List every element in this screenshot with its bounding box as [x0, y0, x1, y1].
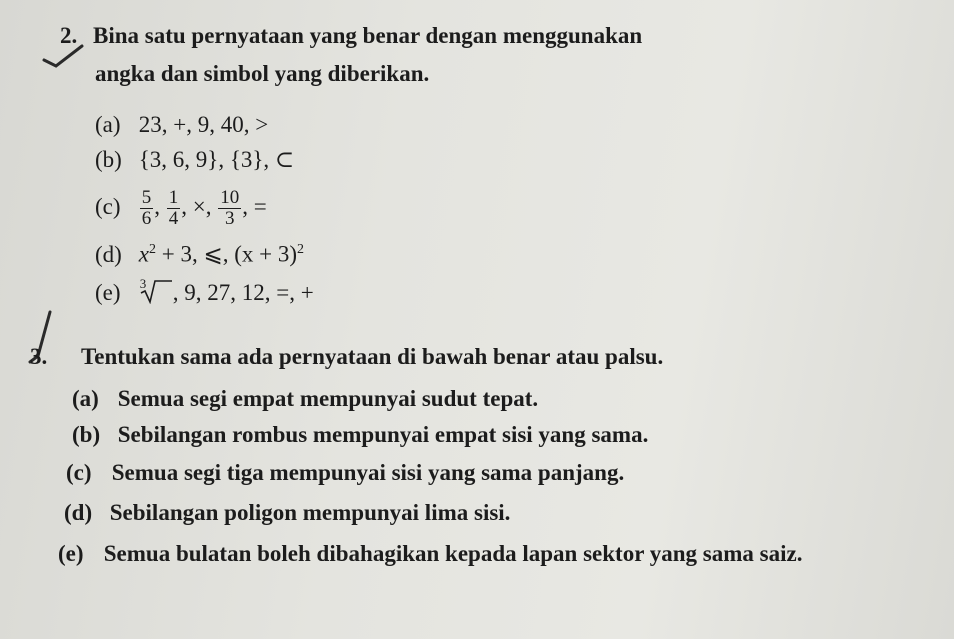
- question-2-stem: Bina satu pernyataan yang benar dengan menggunakan: [93, 23, 643, 48]
- item-tail: , =: [242, 193, 267, 219]
- q2-item-b: [95, 146, 294, 174]
- item-tail: , 9, 27, 12, =, +: [172, 280, 314, 305]
- question-3-number: 3.: [30, 344, 48, 369]
- item-text: Semua segi tiga mempunyai sisi yang sama panjang.: [111, 460, 625, 485]
- question-3-line: [30, 343, 663, 371]
- item-label: (b): [95, 147, 122, 172]
- item-text: Semua segi empat mempunyai sudut tepat.: [117, 386, 539, 411]
- q2-item-a: [95, 111, 268, 139]
- item-label: (c): [95, 193, 121, 219]
- q3-item-b: [72, 421, 648, 449]
- item-label: (c): [66, 460, 92, 485]
- q2-item-e: [95, 278, 314, 307]
- item-text: 23, +, 9, 40, >: [138, 112, 269, 137]
- cube-root-symbol: 3: [139, 278, 173, 304]
- q3-item-a: [72, 385, 538, 413]
- question-2-line1: [60, 22, 642, 50]
- q3-item-e: [58, 540, 802, 568]
- question-2-number: 2.: [60, 23, 78, 48]
- item-label: (e): [95, 280, 121, 305]
- item-label: (d): [64, 500, 93, 525]
- q3-item-d: [64, 499, 510, 527]
- item-text: Semua bulatan boleh dibahagikan kepada lapan sektor yang sama saiz.: [103, 541, 803, 566]
- item-label: (d): [95, 241, 122, 267]
- q2-item-d: (d) $x^2 + 3$, ⩽, $(x + 3)^2$: [95, 241, 305, 267]
- item-text: Sebilangan poligon mempunyai lima sisi.: [109, 500, 511, 525]
- item-label: (b): [72, 422, 101, 447]
- item-text: {3, 6, 9}, {3}, ⊂: [138, 147, 295, 172]
- item-label: (e): [58, 541, 84, 566]
- item-mid: , ×,: [181, 193, 218, 219]
- q3-item-c: [66, 459, 624, 487]
- variable-x: x: [138, 241, 149, 267]
- fraction-5-6: $\frac{5}{6}$: [141, 187, 152, 229]
- item-label: (a): [95, 112, 121, 137]
- item-text: Sebilangan rombus mempunyai empat sisi yang sama.: [117, 422, 649, 447]
- item-label: (a): [72, 386, 99, 411]
- fraction-10-3: $\frac{10}{3}$: [220, 187, 240, 229]
- q2-item-c: (c) $\frac{5}{6}$ , $\frac{1}{4}$ , ×, $\frac{10}{3}$ , =: [95, 187, 267, 229]
- question-3-stem: Tentukan sama ada pernyataan di bawah benar atau palsu.: [81, 344, 664, 369]
- question-2-line2: angka dan simbol yang diberikan.: [95, 61, 430, 86]
- fraction-1-4: $\frac{1}{4}$: [168, 187, 179, 229]
